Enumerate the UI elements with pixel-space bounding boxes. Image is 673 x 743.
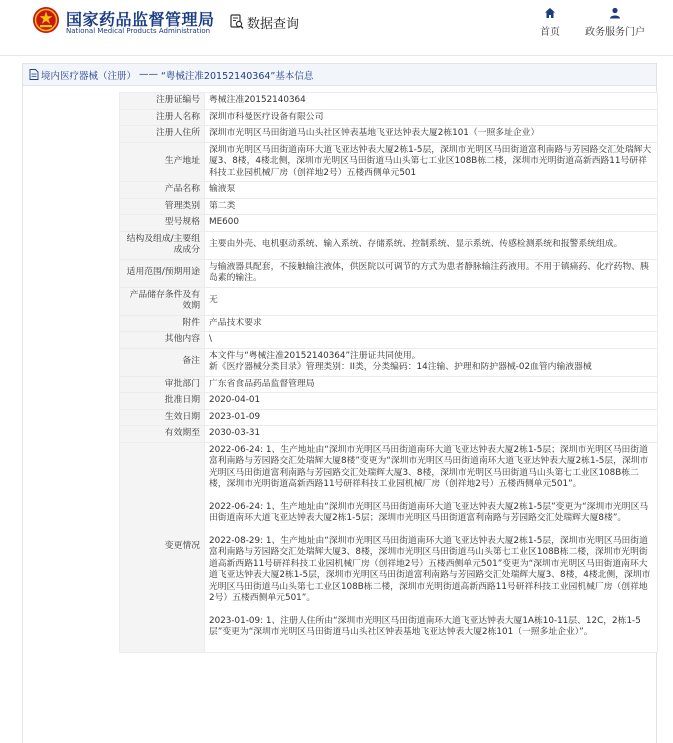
change-entry: 2022-06-24: 1、生产地址由“深圳市光明区马田街道南环大道飞亚达钟表大厦2栋1-5层；深圳市光明区马田街道富利南路与芳园路交汇处瑞辉大厦8楼”变更为“深圳市光明区马田街道南环大道飞亚达钟表大厦2栋1-5层，深圳市光明区马田街道富利南路与芳园路交汇处瑞辉大厦3、8楼，深圳市光明区马田街道马山头第七工业区108B栋二楼，深圳市光明街道高新西路11号研祥科技工业园机械厂房（创祥地2号）五楼西侧单元501”。 — [209, 444, 649, 489]
change-history — [205, 442, 658, 652]
field-label: 备注 — [120, 348, 205, 376]
user-icon — [609, 7, 621, 19]
field-value: 主要由外壳、电机驱动系统、输入系统、存储系统、控制系统、显示系统、传感检测系统和报警系统组成。 — [205, 231, 658, 259]
field-label: 变更情况 — [120, 442, 205, 652]
field-value: 无 — [205, 287, 658, 315]
field-value: 与输液器具配套，不接触输注液体，供医院以可调节的方式为患者静脉输注药液用。不用于镇痛药、化疗药物、胰岛素的输注。 — [205, 259, 658, 287]
nav-home-label: 首页 — [540, 27, 560, 38]
field-value: 粤械注准20152140364 — [205, 93, 658, 110]
field-label: 生产地址 — [120, 142, 205, 182]
table-row — [120, 93, 658, 110]
detail-table-body — [120, 93, 658, 653]
table-row — [120, 109, 658, 126]
site-subtitle: National Medical Products Administration — [66, 27, 211, 35]
data-query-link[interactable] — [230, 12, 299, 32]
table-row — [120, 259, 658, 287]
detail-table — [119, 92, 658, 653]
header-divider — [0, 55, 673, 56]
field-label: 产品储存条件及有效期 — [120, 287, 205, 315]
field-value: 第二类 — [205, 198, 658, 215]
breadcrumb-separator: —— — [139, 69, 159, 80]
field-label: 生效日期 — [120, 409, 205, 426]
nav-portal-button[interactable] — [585, 7, 645, 38]
change-entry: 2023-01-09: 1、注册人住所由“深圳市光明区马田街道南环大道飞亚达钟表大厦1A栋10-11层、12C，2栋1-5层”变更为“深圳市光明区马田街道马山头社区钟表基地飞亚达钟表大厦2栋101（一照多址企业）”。 — [209, 615, 641, 637]
field-value: ME600 — [205, 215, 658, 232]
table-row — [120, 231, 658, 259]
national-emblem-icon — [32, 6, 60, 34]
table-row — [120, 215, 658, 232]
home-icon — [544, 7, 556, 19]
field-label: 管理类别 — [120, 198, 205, 215]
field-value: 输液泵 — [205, 182, 658, 199]
field-value: 广东省食品药品监督管理局 — [205, 376, 658, 393]
field-label: 注册人住所 — [120, 126, 205, 143]
table-row — [120, 287, 658, 315]
field-label: 审批部门 — [120, 376, 205, 393]
field-value: 2023-01-09 — [205, 409, 658, 426]
field-value: 2020-04-01 — [205, 393, 658, 410]
site-title[interactable]: 国家药品监督管理局 — [66, 10, 215, 29]
field-value: 本文件与“粤械注准20152140364”注册证共同使用。 新《医疗器械分类目录》管理类别：II类，分类编码：14注输、护理和防护器械-02血管内输液器械 — [205, 348, 658, 376]
field-value: 2030-03-31 — [205, 426, 658, 443]
field-value: 深圳市科曼医疗设备有限公司 — [205, 109, 658, 126]
table-row-changes — [120, 442, 658, 652]
table-row — [120, 426, 658, 443]
field-label: 结构及组成/主要组成成分 — [120, 231, 205, 259]
breadcrumb-record-title: “粤械注准20152140364”基本信息 — [161, 70, 314, 82]
field-label: 其他内容 — [120, 332, 205, 349]
table-row — [120, 376, 658, 393]
field-label: 注册人名称 — [120, 109, 205, 126]
field-label: 注册证编号 — [120, 93, 205, 110]
field-value: 深圳市光明区马田街道马山头社区钟表基地飞亚达钟表大厦2栋101（一照多址企业） — [205, 126, 658, 143]
nav-portal-label: 政务服务门户 — [585, 27, 645, 38]
field-value: 产品技术要求 — [205, 315, 658, 332]
field-label: 批准日期 — [120, 393, 205, 410]
field-label: 型号规格 — [120, 215, 205, 232]
field-value: 深圳市光明区马田街道南环大道飞亚达钟表大厦2栋1-5层，深圳市光明区马田街道富利南路与芳园路交汇处瑞辉大厦3、8楼，4楼北侧，深圳市光明区马田街道马山头第七工业区108B栋二楼，深圳市光明街道高新西路11号研祥科技工业园机械厂房（创祥地2号）五楼西侧单元501 — [205, 142, 658, 182]
nav-home-button[interactable] — [540, 7, 560, 38]
change-entry: 2022-08-29: 1、生产地址由“深圳市光明区马田街道南环大道飞亚达钟表大厦2栋1-5层，深圳市光明区马田街道富利南路与芳园路交汇处瑞辉大厦3、8楼，深圳市光明区马田街道马山头第七工业区108B栋二楼，深圳市光明街道高新西路11号研祥科技工业园机械厂房（创祥地2号）五楼西侧单元501”变更为“深圳市光明区马田街道南环大道飞亚达钟表大厦2栋1-5层，深圳市光明区马田街道富利南路与芳园路交汇处瑞辉大厦3、8楼，4楼北侧，深圳市光明区马田街道马山头第七工业区108B栋二楼，深圳市光明街道高新西路11号研祥科技工业园机械厂房（创祥地2号）五楼西侧单元501”。 — [209, 535, 651, 603]
table-row — [120, 315, 658, 332]
table-row — [120, 348, 658, 376]
change-entry: 2022-06-24: 1、生产地址由“深圳市光明区马田街道南环大道飞亚达钟表大厦2栋1-5层”变更为“深圳市光明区马田街道南环大道飞亚达钟表大厦2栋1-5层；深圳市光明区马田街道富利南路与芳园路交汇处瑞辉大厦8楼”。 — [209, 501, 649, 523]
breadcrumb-category-link[interactable]: 境内医疗器械（注册） — [41, 70, 137, 82]
table-row — [120, 142, 658, 182]
field-label: 适用范围/预期用途 — [120, 259, 205, 287]
field-label: 产品名称 — [120, 182, 205, 199]
table-row — [120, 393, 658, 410]
table-row — [120, 182, 658, 199]
site-header — [0, 0, 673, 52]
table-row — [120, 409, 658, 426]
table-row — [120, 198, 658, 215]
table-row — [120, 126, 658, 143]
document-search-icon — [230, 14, 244, 30]
field-label: 有效期至 — [120, 426, 205, 443]
data-query-label: 数据查询 — [247, 16, 300, 32]
field-label: 附件 — [120, 315, 205, 332]
field-value: \ — [205, 332, 658, 349]
document-icon — [29, 69, 39, 80]
table-row — [120, 332, 658, 349]
breadcrumb — [23, 64, 656, 86]
